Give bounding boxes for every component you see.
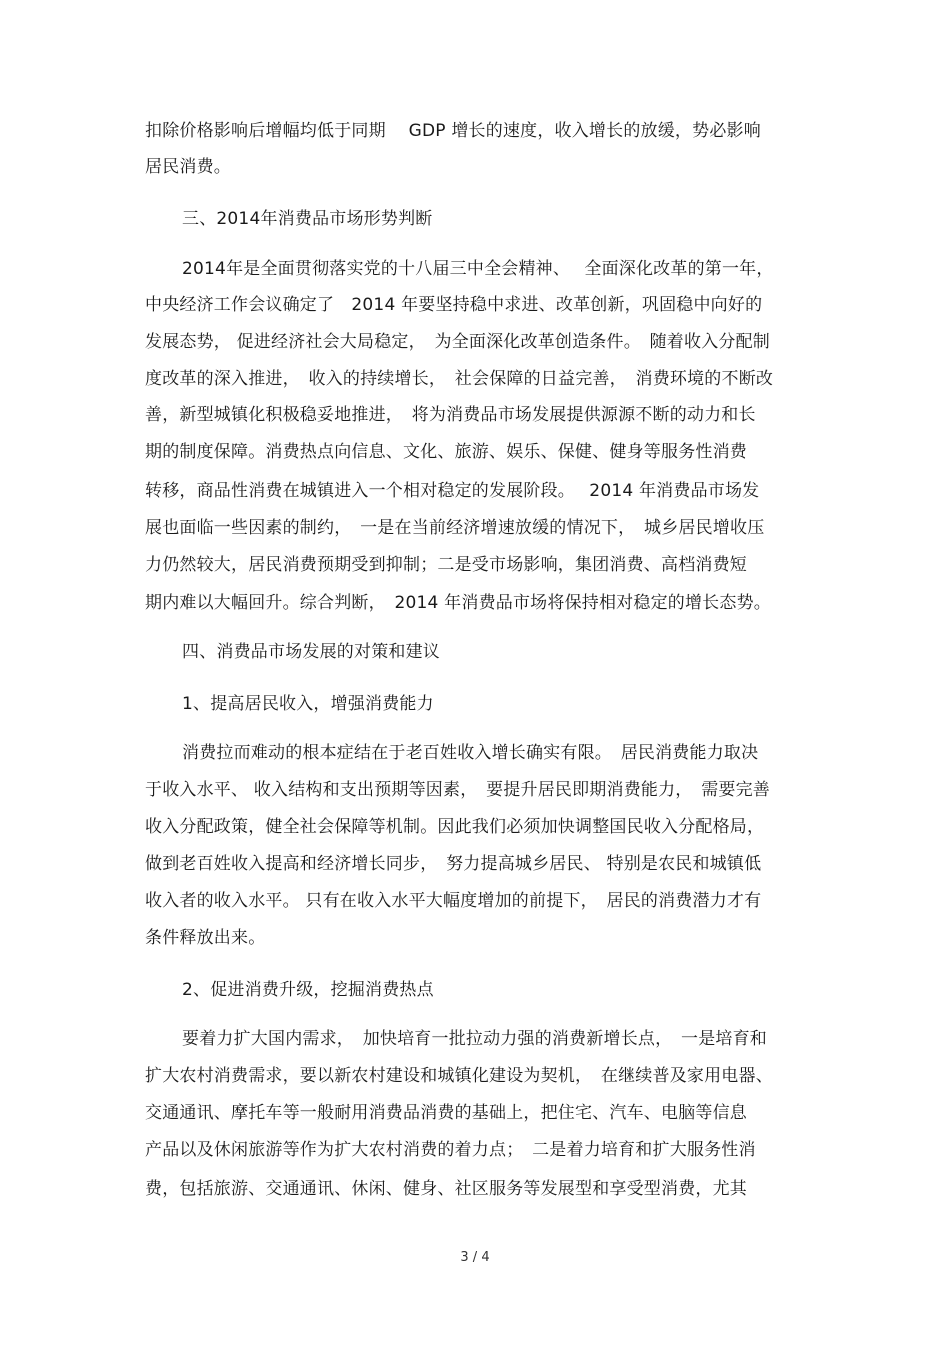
page-number: 3 / 4 — [460, 1250, 490, 1265]
paragraph-line: 居民消费。 — [145, 157, 231, 177]
paragraph-line: 于收入水平、 收入结构和支出预期等因素， 要提升居民即期消费能力， 需要完善 — [145, 780, 771, 800]
paragraph-line: 消费拉而难动的根本症结在于老百姓收入增长确实有限。 居民消费能力取决 — [182, 743, 759, 763]
paragraph-line: 条件释放出来。 — [145, 928, 266, 948]
subsection-heading: 1、提高居民收入，增强消费能力 — [182, 694, 434, 714]
paragraph-line: 善，新型城镇化积极稳妥地推进， 将为消费品市场发展提供源源不断的动力和长 — [145, 405, 756, 425]
paragraph-line: 转移，商品性消费在城镇进入一个相对稳定的发展阶段。 2014 年消费品市场发 — [145, 481, 760, 501]
paragraph-line: 扩大农村消费需求，要以新农村建设和城镇化建设为契机， 在继续普及家用电器、 — [145, 1066, 773, 1086]
paragraph-line: 度改革的深入推进， 收入的持续增长， 社会保障的日益完善， 消费环境的不断改 — [145, 369, 774, 389]
paragraph-line: 力仍然较大，居民消费预期受到抑制；二是受市场影响，集团消费、高档消费短 — [145, 555, 747, 575]
paragraph-line: 2014年是全面贯彻落实党的十八届三中全会精神、 全面深化改革的第一年， — [182, 259, 774, 279]
paragraph-line: 交通通讯、摩托车等一般耐用消费品消费的基础上，把住宅、汽车、电脑等信息 — [145, 1103, 747, 1123]
paragraph-line: 收入者的收入水平。 只有在收入水平大幅度增加的前提下， 居民的消费潜力才有 — [145, 891, 762, 911]
paragraph-line: 收入分配政策，健全社会保障等机制。因此我们必须加快调整国民收入分配格局， — [145, 817, 765, 837]
paragraph-line: 期的制度保障。消费热点向信息、文化、旅游、娱乐、保健、健身等服务性消费 — [145, 442, 747, 462]
paragraph-line: 做到老百姓收入提高和经济增长同步， 努力提高城乡居民、 特别是农民和城镇低 — [145, 854, 762, 874]
section-heading: 四、消费品市场发展的对策和建议 — [182, 642, 440, 662]
paragraph-line: 要着力扩大国内需求， 加快培育一批拉动力强的消费新增长点， 一是培育和 — [182, 1029, 767, 1049]
paragraph-line: 中央经济工作会议确定了 2014 年要坚持稳中求进、改革创新，巩固稳中向好的 — [145, 295, 763, 315]
paragraph-line: 扣除价格影响后增幅均低于同期 GDP 增长的速度，收入增长的放缓，势必影响 — [145, 121, 761, 141]
subsection-heading: 2、促进消费升级，挖掘消费热点 — [182, 980, 434, 1000]
paragraph-line: 产品以及休闲旅游等作为扩大农村消费的着力点； 二是着力培育和扩大服务性消 — [145, 1140, 756, 1160]
paragraph-line: 期内难以大幅回升。综合判断， 2014 年消费品市场将保持相对稳定的增长态势。 — [145, 593, 771, 613]
section-heading: 三、2014年消费品市场形势判断 — [182, 209, 433, 229]
paragraph-line: 发展态势， 促进经济社会大局稳定， 为全面深化改革创造条件。 随着收入分配制 — [145, 332, 771, 352]
paragraph-line: 展也面临一些因素的制约， 一是在当前经济增速放缓的情况下， 城乡居民增收压 — [145, 518, 765, 538]
paragraph-line: 费，包括旅游、交通通讯、休闲、健身、社区服务等发展型和享受型消费，尤其 — [145, 1179, 747, 1199]
